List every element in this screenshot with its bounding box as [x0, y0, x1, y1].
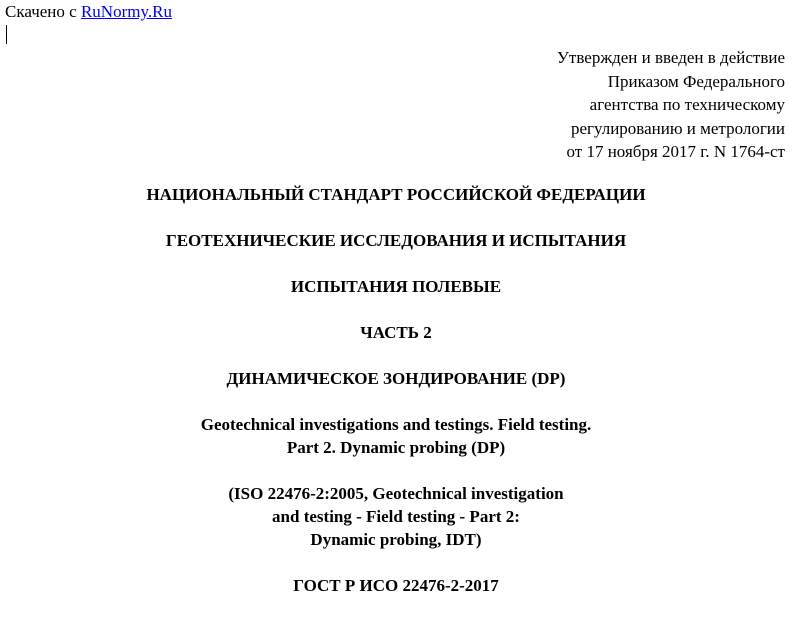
english-title-line: Part 2. Dynamic probing (DP) [286, 438, 506, 457]
approval-line: регулированию и метрологии [570, 118, 785, 138]
iso-reference-line: (ISO 22476-2:2005, Geotechnical investigation [228, 484, 564, 503]
download-source-line [5, 2, 172, 22]
text-cursor [6, 25, 7, 44]
approval-line: Приказом Федерального [607, 71, 785, 91]
iso-reference-line: and testing - Field testing - Part 2: [272, 507, 520, 526]
series-heading: ГЕОТЕХНИЧЕСКИЕ ИССЛЕДОВАНИЯ И ИСПЫТАНИЯ [165, 231, 627, 250]
national-standard-heading: НАЦИОНАЛЬНЫЙ СТАНДАРТ РОССИЙСКОЙ ФЕДЕРАЦИИ [146, 185, 646, 204]
approval-line: от 17 ноября 2017 г. N 1764-ст [566, 142, 785, 161]
part-heading: ЧАСТЬ 2 [360, 323, 432, 342]
iso-reference [0, 482, 792, 551]
approval-line: агентства по техническому [589, 95, 785, 114]
download-source-prefix: Скачено с [5, 2, 77, 21]
english-title-line: Geotechnical investigations and testings. Field testing. [200, 415, 592, 434]
iso-reference-line: Dynamic probing, IDT) [310, 530, 482, 549]
standard-designation: ГОСТ Р ИСО 22476-2-2017 [293, 576, 499, 595]
approval-block [557, 46, 785, 164]
subject-heading: ИСПЫТАНИЯ ПОЛЕВЫЕ [290, 277, 502, 296]
runormy-link[interactable]: RuNormy.Ru [80, 2, 172, 21]
english-title [0, 413, 792, 459]
approval-line: Утвержден и введен в действие [556, 48, 785, 67]
part-title-heading: ДИНАМИЧЕСКОЕ ЗОНДИРОВАНИЕ (DP) [226, 369, 566, 388]
